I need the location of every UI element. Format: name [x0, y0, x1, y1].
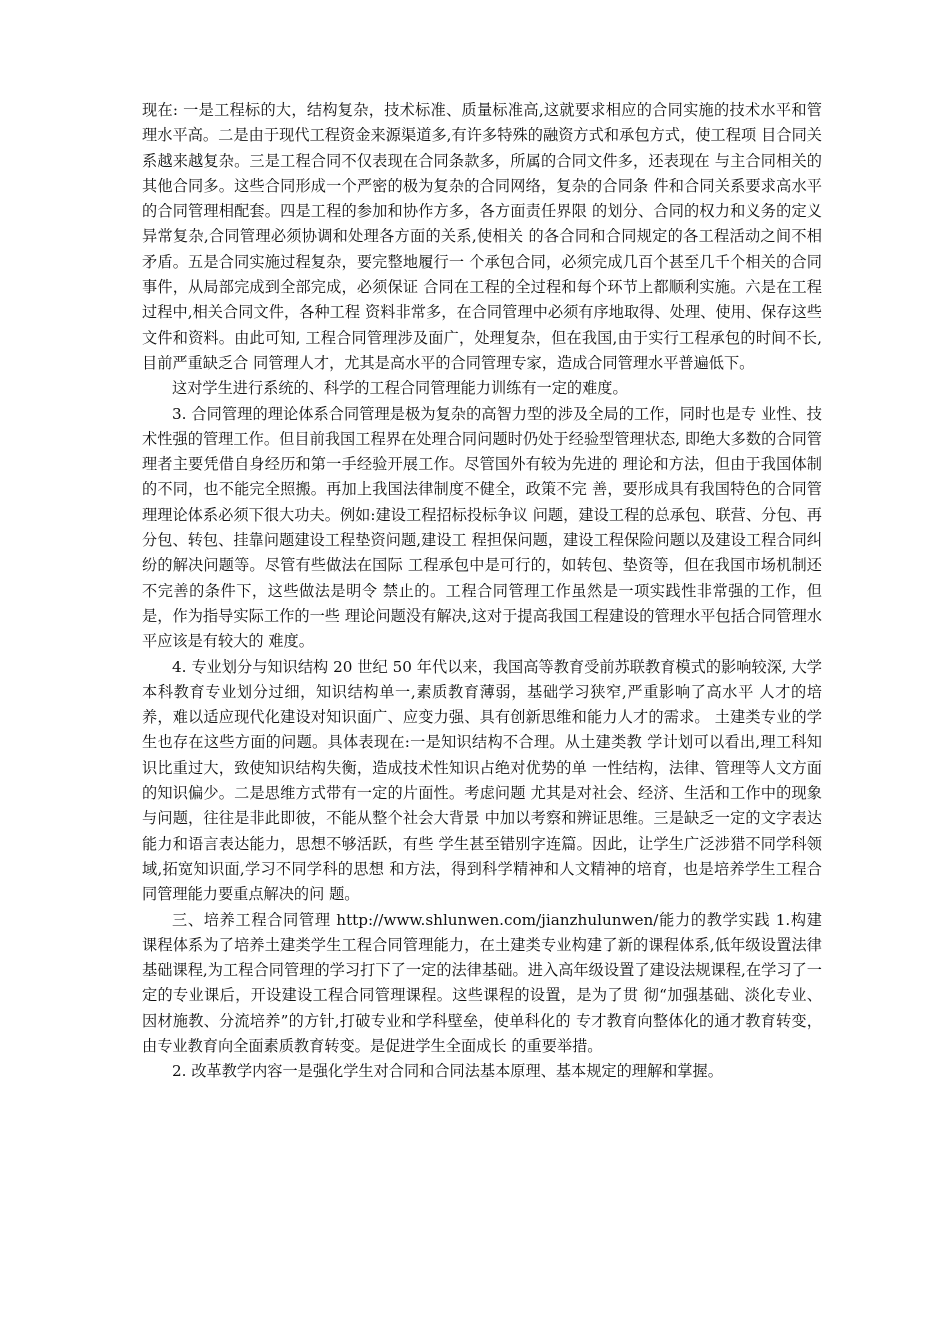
paragraph-6: 2. 改革教学内容一是强化学生对合同和合同法基本原理、基本规定的理解和掌握。: [172, 1062, 723, 1081]
paragraph-5: 三、培养工程合同管理 http://www.shlunwen.com/jianzhulunwen/能力的教学实践 1.构建 课程体系为了培养土建类学生工程合同管理能力，在土建类专业构建了新的课程体系,低年级设置法律基础课程,为工程合同管理的学习打下了一定的法律基础。进入高年级设置了建设法规课程,在学习了一定的专业课后，开设建设工程合同管理课程。这些课程的设置，是为了贯 彻“加强基础、淡化专业、因材施教、分流培养”的方针,打破专业和学科壁垒，使单科化的 专才教育向整体化的通才教育转变，由专业教育向全面素质教育转变。是促进学生全面成长 的重要举措。: [142, 910, 822, 1055]
document-body: [142, 98, 822, 1085]
paragraph-4: 4. 专业划分与知识结构 20 世纪 50 年代以来，我国高等教育受前苏联教育模式的影响较深, 大学本科教育专业划分过细，知识结构单一,素质教育薄弱，基础学习狭窄,严重影响了高水平 人才的培养，难以适应现代化建设对知识面广、应变力强、具有创新思维和能力人才的需求。 土建类专业的学生也存在这些方面的问题。具体表现在:一是知识结构不合理。从土建类教 学计划可以看出,理工科知识比重过大，致使知识结构失衡，造成技术性知识占绝对优势的单 一性结构，法律、管理等人文方面的知识偏少。二是思维方式带有一定的片面性。考虑问题 尤其是对社会、经济、生活和工作中的现象与问题，往往是非此即彼，不能从整个社会大背景 中加以考察和辨证思维。三是缺乏一定的文字表达能力和语言表达能力，思想不够活跃，有些 学生甚至错别字连篇。因此，让学生广泛涉猎不同学科领域,拓宽知识面,学习不同学科的思想 和方法，得到科学精神和人文精神的培育，也是培养学生工程合同管理能力要重点解决的问 题。: [142, 657, 822, 904]
paragraph-3: 3. 合同管理的理论体系合同管理是极为复杂的高智力型的涉及全局的工作，同时也是专 业性、技术性强的管理工作。但目前我国工程界在处理合同问题时仍处于经验型管理状态, 即绝大多数的合同管理者主要凭借自身经历和第一手经验开展工作。尽管国外有较为先进的 理论和方法，但由于我国体制的不同，也不能完全照搬。再加上我国法律制度不健全，政策不完 善，要形成具有我国特色的合同管理理论体系必须下很大功夫。例如:建设工程招标投标争议 问题，建设工程的总承包、联营、分包、再分包、转包、挂靠问题建设工程垫资问题,建设工 程担保问题，建设工程保险问题以及建设工程合同纠纷的解决问题等。尽管有些做法在国际 工程承包中是可行的，如转包、垫资等，但在我国市场机制还不完善的条件下，这些做法是明令 禁止的。工程合同管理工作虽然是一项实践性非常强的工作，但是，作为指导实际工作的一些 理论问题没有解决,这对于提高我国工程建设的管理水平包括合同管理水平应该是有较大的 难度。: [142, 404, 822, 651]
paragraph-1: 现在: 一是工程标的大，结构复杂，技术标准、质量标准高,这就要求相应的合同实施的技术水平和管 理水平高。二是由于现代工程资金来源渠道多,有许多特殊的融资方式和承包方式，使工程项 目合同关系越来越复杂。三是工程合同不仅表现在合同条款多，所属的合同文件多，还表现在 与主合同相关的其他合同多。这些合同形成一个严密的极为复杂的合同网络，复杂的合同条 件和合同关系要求高水平的合同管理相配套。四是工程的参加和协作方多，各方面责任界限 的划分、合同的权力和义务的定义异常复杂,合同管理必须协调和处理各方面的关系,使相关 的各合同和合同规定的各工程活动之间不相矛盾。五是合同实施过程复杂，要完整地履行一 个承包合同，必须完成几百个甚至几千个相关的合同事件，从局部完成到全部完成，必须保证 合同在工程的全过程和每个环节上都顺利实施。六是在工程过程中,相关合同文件，各种工程 资料非常多，在合同管理中必须有序地取得、处理、使用、保存这些文件和资料。由此可知, 工程合同管理涉及面广，处理复杂，但在我国,由于实行工程承包的时间不长,目前严重缺乏合 同管理人才，尤其是高水平的合同管理专家，造成合同管理水平普遍低下。: [142, 101, 822, 372]
paragraph-2: 这对学生进行系统的、科学的工程合同管理能力训练有一定的难度。: [172, 379, 628, 398]
